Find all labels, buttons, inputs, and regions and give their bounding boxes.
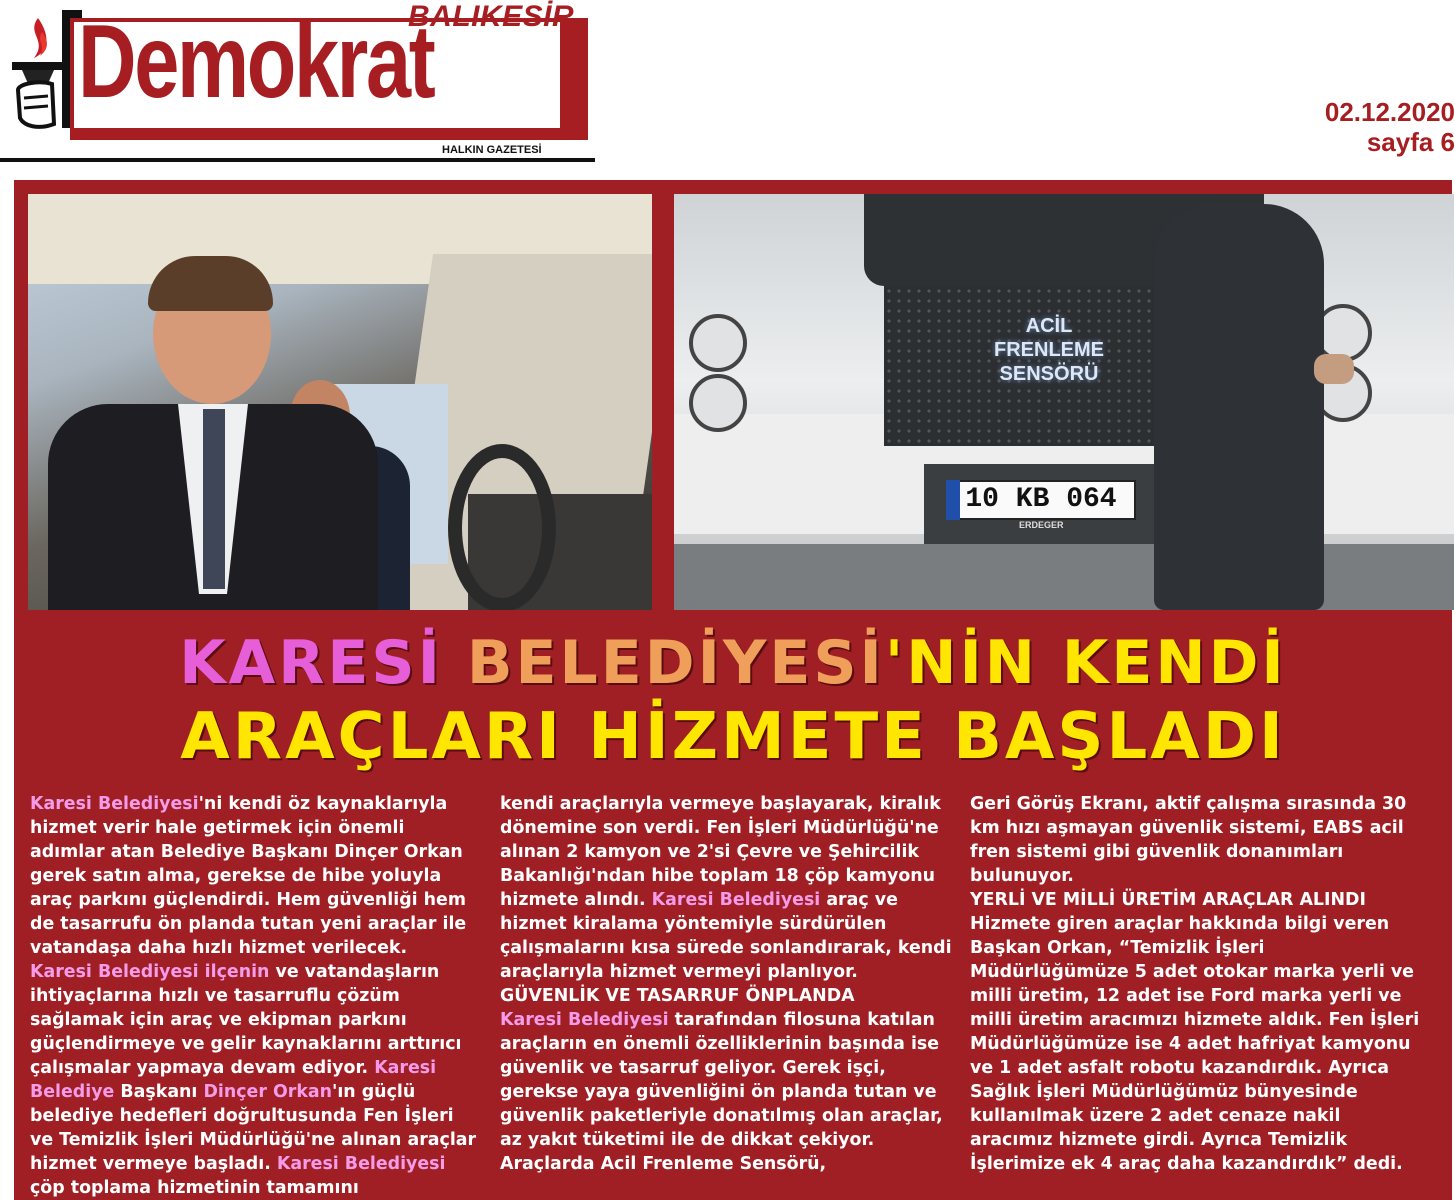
paragraph <box>30 792 482 960</box>
photo-truck-front <box>674 194 1454 610</box>
paragraph: Geri Görüş Ekranı, aktif çalışma sırasında 30 km hızı aşmayan güvenlik sistemi, EABS acil fren sistemi gibi güvenlik donanımları bulunuyor. <box>970 794 1407 886</box>
paragraph-text: araç ve hizmet kiralama yöntemiyle sürdürülen çalışmalarını kısa sürede sonlandırarak, kendi araçlarıyla hizmet vermeyi planlıyor. <box>500 890 952 982</box>
license-plate-band <box>946 480 960 520</box>
headline-rest: 'NİN KENDİ <box>884 628 1287 698</box>
headline-line-2: ARAÇLARI HİZMETE BAŞLADI <box>180 700 1286 774</box>
issue-date: 02.12.2020 <box>1324 97 1455 127</box>
headlight-left-top <box>689 314 747 372</box>
photo-passerby <box>1154 204 1324 610</box>
overlay-line-2: FRENLEME <box>994 339 1104 361</box>
paragraph-text: 'ın güçlü belediye hedefleri doğrultusunda Fen İşleri ve Temizlik İşleri Müdürlüğü'ne alınan araçlar hizmet vermeye başladı. <box>30 1082 477 1174</box>
paragraph <box>30 960 482 1200</box>
highlight: Karesi Belediyesi <box>30 794 199 814</box>
torch-logo-icon <box>8 14 68 134</box>
paragraph <box>500 792 952 984</box>
subheading: YERLİ VE MİLLİ ÜRETİM ARAÇLAR ALINDI <box>970 890 1366 910</box>
masthead-tagline: HALKIN GAZETESİ <box>442 144 542 156</box>
paragraph-text: kendi araçlarıyla vermeye başlayarak, kiralık dönemine son verdi. Fen İşleri Müdürlüğü'ne alınan 2 kamyon ve 2'si Çevre ve Şehircilik Bakanlığı'ndan hibe toplam 18 çöp kamyonu hizmete alındı. <box>500 794 941 910</box>
paragraph-text: Başkanı <box>114 1082 204 1102</box>
highlight: Karesi Belediyesi <box>276 1154 446 1174</box>
paragraph-text: tarafından filosuna katılan araçların en önemli özelliklerinin başında ise güvenlik ve tasarruf geliyor. Gerek işçi, gerekse yaya güvenliğini ön planda tutan ve güvenlik paketleriyle donatılmış olan araçlar, az yakıt tüketimi ile de dikkat çekiyor. Araçlarda Acil Frenleme Sensörü, <box>500 1010 943 1174</box>
paragraph <box>500 1008 952 1176</box>
paragraph-text: ve vatandaşların ihtiyaçlarına hızlı ve tasarruflu çözüm sağlamak için araç ve ekipman parkını güçlendirmeye ve gelir kaynaklarını arttırıcı çalışmalar yapmaya devam ediyor. <box>30 962 462 1078</box>
photo-sensor-overlay <box>974 314 1124 386</box>
photo-steering-wheel <box>448 444 556 610</box>
paper-name: Demokrat <box>78 4 434 120</box>
highlight: Karesi Belediyesi <box>651 890 821 910</box>
paragraph: Hizmete giren araçlar hakkında bilgi veren Başkan Orkan, “Temizlik İşleri Müdürlüğümüze 5 adet otokar marka yerli ve milli üretim, 12 adet ise Ford marka yerli ve milli üretim aracımızı hizmete aldık. Fen İşleri Müdürlüğümüze ise 4 adet hafriyat kamyonu ve 1 adet asfalt robotu kazandırdık. Ayrıca Sağlık İşleri Müdürlüğümüz bünyesinde kullanılmak üzere 2 adet cenaze nakil aracımız hizmete girdi. Ayrıca Temizlik İşlerimize ek 4 araç daha kazandırdık” dedi. <box>970 914 1420 1174</box>
paragraph-text: 'ni kendi öz kaynaklarıyla hizmet verir hale getirmek için önemli adımlar atan Belediye Başkanı Dinçer Orkan gerek satın alma, gerekse de hibe yoluyla araç parkını güçlendirdi. Hem güvenliği hem de tasarrufu ön planda tutan yeni araçlar ile vatandaşa daha hızlı hizmet verilecek. <box>30 794 467 958</box>
highlight: Karesi Belediyesi <box>500 1010 669 1030</box>
article-column-1 <box>30 792 482 1200</box>
highlight: Karesi Belediye <box>30 1058 437 1102</box>
headline-belediyesi: BELEDİYESİ <box>466 628 885 698</box>
photo-road <box>674 544 1454 610</box>
page-number: sayfa 6 <box>1366 127 1455 157</box>
photo-tie <box>203 409 225 589</box>
masthead <box>0 0 600 165</box>
paragraph-text: çöp toplama hizmetinin tamamını <box>30 1178 359 1198</box>
masthead-rule <box>0 158 595 162</box>
masthead-city: BALIKESİR <box>408 0 575 33</box>
subheading: GÜVENLİK VE TASARRUF ÖNPLANDA <box>500 986 855 1006</box>
overlay-line-1: ACİL <box>1025 315 1073 337</box>
highlight: Karesi Belediyesi ilçenin <box>30 962 270 982</box>
plate-holder-text: ERDEGER <box>1019 520 1064 530</box>
headlight-left-bottom <box>689 374 747 432</box>
photo-passerby-hand <box>1314 354 1354 384</box>
article-column-3 <box>970 792 1422 1176</box>
article <box>14 180 1452 1200</box>
headline-karesi: KARESİ <box>179 628 443 698</box>
license-plate: 10 KB 064 <box>946 480 1136 520</box>
headline <box>14 628 1452 774</box>
overlay-line-3: SENSÖRÜ <box>999 363 1099 385</box>
article-column-2 <box>500 792 952 1176</box>
highlight: Dinçer Orkan <box>203 1082 333 1102</box>
headline-line-1 <box>14 628 1452 698</box>
photo-officials-in-cab <box>28 194 652 610</box>
